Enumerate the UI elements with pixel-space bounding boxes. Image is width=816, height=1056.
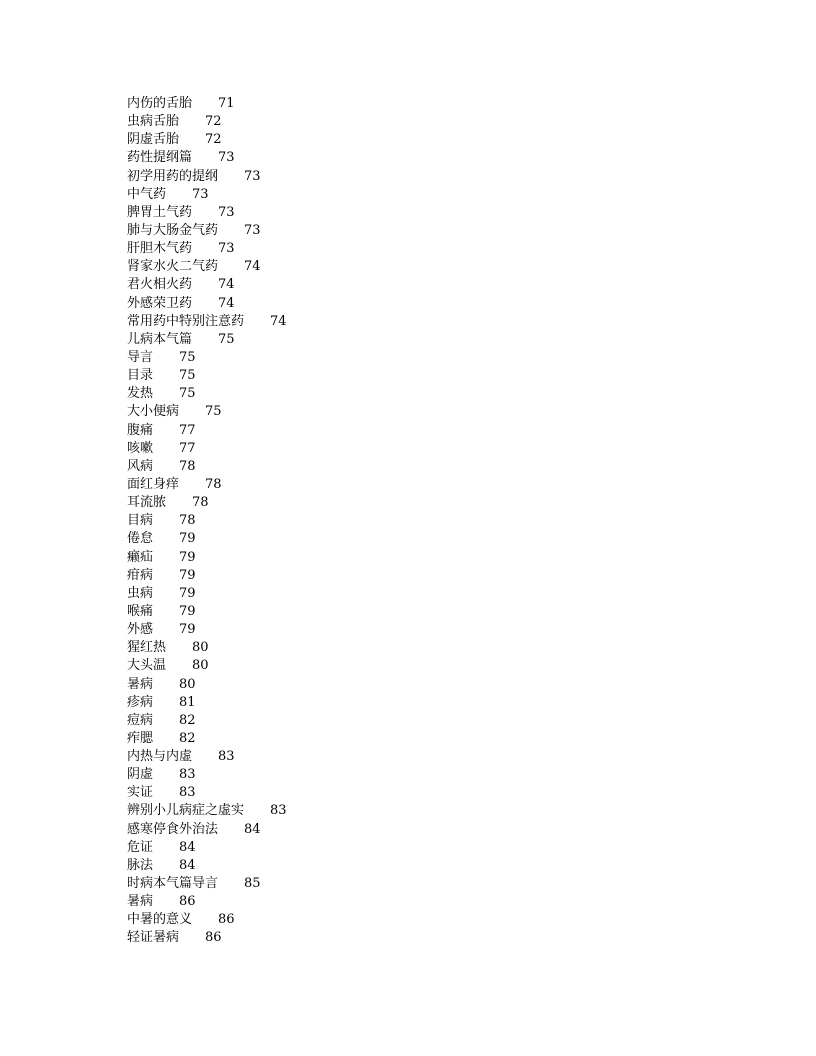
toc-entry-page: 80: [192, 658, 209, 674]
toc-entry-page: 79: [179, 531, 196, 547]
toc-entry: [127, 694, 727, 712]
toc-entry-page: 73: [244, 222, 261, 238]
table-of-contents: [127, 95, 727, 948]
toc-entry-title: 常用药中特别注意药: [127, 313, 245, 329]
toc-entry-page: 75: [218, 331, 235, 347]
toc-entry-title: 喉痛: [127, 603, 154, 619]
toc-entry-title: 疳病: [127, 567, 154, 583]
toc-entry-title: 猩红热: [127, 640, 167, 656]
toc-entry: [127, 313, 727, 331]
toc-entry-title: 癞疝: [127, 549, 154, 565]
toc-entry-title: 面红身痒: [127, 476, 180, 492]
toc-entry-page: 79: [179, 603, 196, 619]
toc-entry: [127, 222, 727, 240]
toc-entry: [127, 349, 727, 367]
toc-entry-page: 78: [192, 495, 209, 511]
toc-entry: [127, 603, 727, 621]
toc-entry: [127, 821, 727, 839]
toc-entry-title: 轻证暑病: [127, 930, 180, 946]
toc-entry: [127, 748, 727, 766]
toc-entry: [127, 512, 727, 530]
toc-entry-page: 86: [218, 912, 235, 928]
toc-entry-title: 脾胃土气药: [127, 204, 193, 220]
toc-entry: [127, 276, 727, 294]
toc-entry: [127, 802, 727, 820]
toc-entry-page: 74: [244, 259, 261, 275]
toc-entry-page: 74: [218, 277, 235, 293]
toc-entry: [127, 331, 727, 349]
toc-entry-page: 75: [205, 404, 222, 420]
toc-entry-title: 疹病: [127, 694, 154, 710]
toc-entry: [127, 530, 727, 548]
toc-entry-page: 79: [179, 585, 196, 601]
toc-entry-page: 73: [218, 150, 235, 166]
toc-entry-page: 83: [179, 767, 196, 783]
toc-entry-page: 86: [179, 894, 196, 910]
toc-entry: [127, 639, 727, 657]
toc-entry: [127, 95, 727, 113]
toc-entry-title: 辨别小儿病症之虚实: [127, 803, 245, 819]
toc-entry: [127, 730, 727, 748]
toc-entry: [127, 911, 727, 929]
toc-entry-page: 82: [179, 712, 196, 728]
toc-entry: [127, 113, 727, 131]
toc-entry-page: 77: [179, 422, 196, 438]
toc-entry-page: 81: [179, 694, 196, 710]
toc-entry-page: 75: [179, 386, 196, 402]
toc-entry-page: 83: [270, 803, 287, 819]
toc-entry-title: 虫病舌胎: [127, 114, 180, 130]
toc-entry-title: 咳嗽: [127, 440, 154, 456]
toc-entry-title: 腹痛: [127, 422, 154, 438]
toc-entry-title: 大小便病: [127, 404, 180, 420]
toc-entry-page: 78: [205, 476, 222, 492]
toc-entry-title: 药性提纲篇: [127, 150, 193, 166]
toc-entry-page: 84: [179, 839, 196, 855]
toc-entry: [127, 131, 727, 149]
toc-entry: [127, 676, 727, 694]
toc-entry-title: 暑病: [127, 676, 154, 692]
toc-entry-page: 72: [205, 114, 222, 130]
toc-entry-page: 75: [179, 349, 196, 365]
toc-entry: [127, 204, 727, 222]
toc-entry-title: 感寒停食外治法: [127, 821, 219, 837]
toc-entry-page: 77: [179, 440, 196, 456]
toc-entry: [127, 367, 727, 385]
toc-entry-title: 目录: [127, 368, 154, 384]
toc-entry-page: 79: [179, 622, 196, 638]
toc-entry-title: 耳流脓: [127, 495, 167, 511]
toc-entry: [127, 258, 727, 276]
toc-entry: [127, 712, 727, 730]
toc-entry: [127, 567, 727, 585]
toc-entry: [127, 766, 727, 784]
toc-entry: [127, 929, 727, 947]
toc-entry: [127, 494, 727, 512]
toc-entry-page: 84: [244, 821, 261, 837]
toc-entry-page: 75: [179, 368, 196, 384]
toc-entry-page: 78: [179, 513, 196, 529]
toc-entry: [127, 422, 727, 440]
toc-entry-title: 大头温: [127, 658, 167, 674]
toc-entry-title: 风病: [127, 458, 154, 474]
toc-entry-title: 目病: [127, 513, 154, 529]
toc-entry: [127, 875, 727, 893]
toc-entry-page: 74: [270, 313, 287, 329]
toc-entry: [127, 186, 727, 204]
toc-entry-title: 中暑的意义: [127, 912, 193, 928]
toc-entry-title: 肾家水火二气药: [127, 259, 219, 275]
toc-entry: [127, 657, 727, 675]
toc-entry-page: 85: [244, 876, 261, 892]
toc-entry-title: 时病本气篇导言: [127, 876, 219, 892]
toc-entry-title: 虫病: [127, 585, 154, 601]
toc-entry-page: 80: [179, 676, 196, 692]
toc-entry-title: 外感荣卫药: [127, 295, 193, 311]
toc-entry-title: 阴虚舌胎: [127, 132, 180, 148]
toc-entry-page: 74: [218, 295, 235, 311]
toc-entry-page: 86: [205, 930, 222, 946]
toc-entry-title: 痘病: [127, 712, 154, 728]
toc-entry: [127, 385, 727, 403]
toc-entry-page: 73: [244, 168, 261, 184]
toc-entry-page: 82: [179, 730, 196, 746]
toc-entry-title: 君火相火药: [127, 277, 193, 293]
toc-entry: [127, 240, 727, 258]
toc-entry-page: 73: [218, 204, 235, 220]
toc-entry: [127, 476, 727, 494]
toc-entry: [127, 295, 727, 313]
toc-entry-page: 73: [192, 186, 209, 202]
toc-entry-title: 儿病本气篇: [127, 331, 193, 347]
toc-entry: [127, 784, 727, 802]
toc-entry-page: 73: [218, 241, 235, 257]
toc-entry-title: 内热与内虚: [127, 749, 193, 765]
toc-entry-page: 83: [179, 785, 196, 801]
toc-entry: [127, 549, 727, 567]
toc-entry-title: 危证: [127, 839, 154, 855]
toc-entry-title: 肺与大肠金气药: [127, 222, 219, 238]
toc-entry: [127, 403, 727, 421]
toc-entry-title: 阴虚: [127, 767, 154, 783]
toc-entry-title: 实证: [127, 785, 154, 801]
toc-entry-title: 中气药: [127, 186, 167, 202]
toc-entry-page: 72: [205, 132, 222, 148]
toc-entry-title: 肝胆木气药: [127, 241, 193, 257]
toc-entry-page: 79: [179, 549, 196, 565]
toc-entry-page: 71: [218, 96, 235, 111]
toc-entry: [127, 893, 727, 911]
toc-entry-title: 暑病: [127, 894, 154, 910]
toc-entry-title: 发热: [127, 386, 154, 402]
toc-entry-page: 83: [218, 749, 235, 765]
toc-entry-title: 外感: [127, 622, 154, 638]
toc-entry: [127, 857, 727, 875]
toc-entry: [127, 168, 727, 186]
toc-entry: [127, 440, 727, 458]
toc-entry-title: 痄腮: [127, 730, 154, 746]
toc-entry-title: 内伤的舌胎: [127, 96, 193, 111]
toc-entry: [127, 839, 727, 857]
toc-entry-title: 倦怠: [127, 531, 154, 547]
toc-entry-page: 78: [179, 458, 196, 474]
toc-entry-title: 脉法: [127, 857, 154, 873]
toc-entry-title: 导言: [127, 349, 154, 365]
toc-entry-title: 初学用药的提纲: [127, 168, 219, 184]
toc-entry: [127, 458, 727, 476]
toc-entry: [127, 621, 727, 639]
toc-entry-page: 79: [179, 567, 196, 583]
toc-entry: [127, 149, 727, 167]
toc-entry-page: 84: [179, 857, 196, 873]
toc-entry: [127, 585, 727, 603]
toc-entry-page: 80: [192, 640, 209, 656]
